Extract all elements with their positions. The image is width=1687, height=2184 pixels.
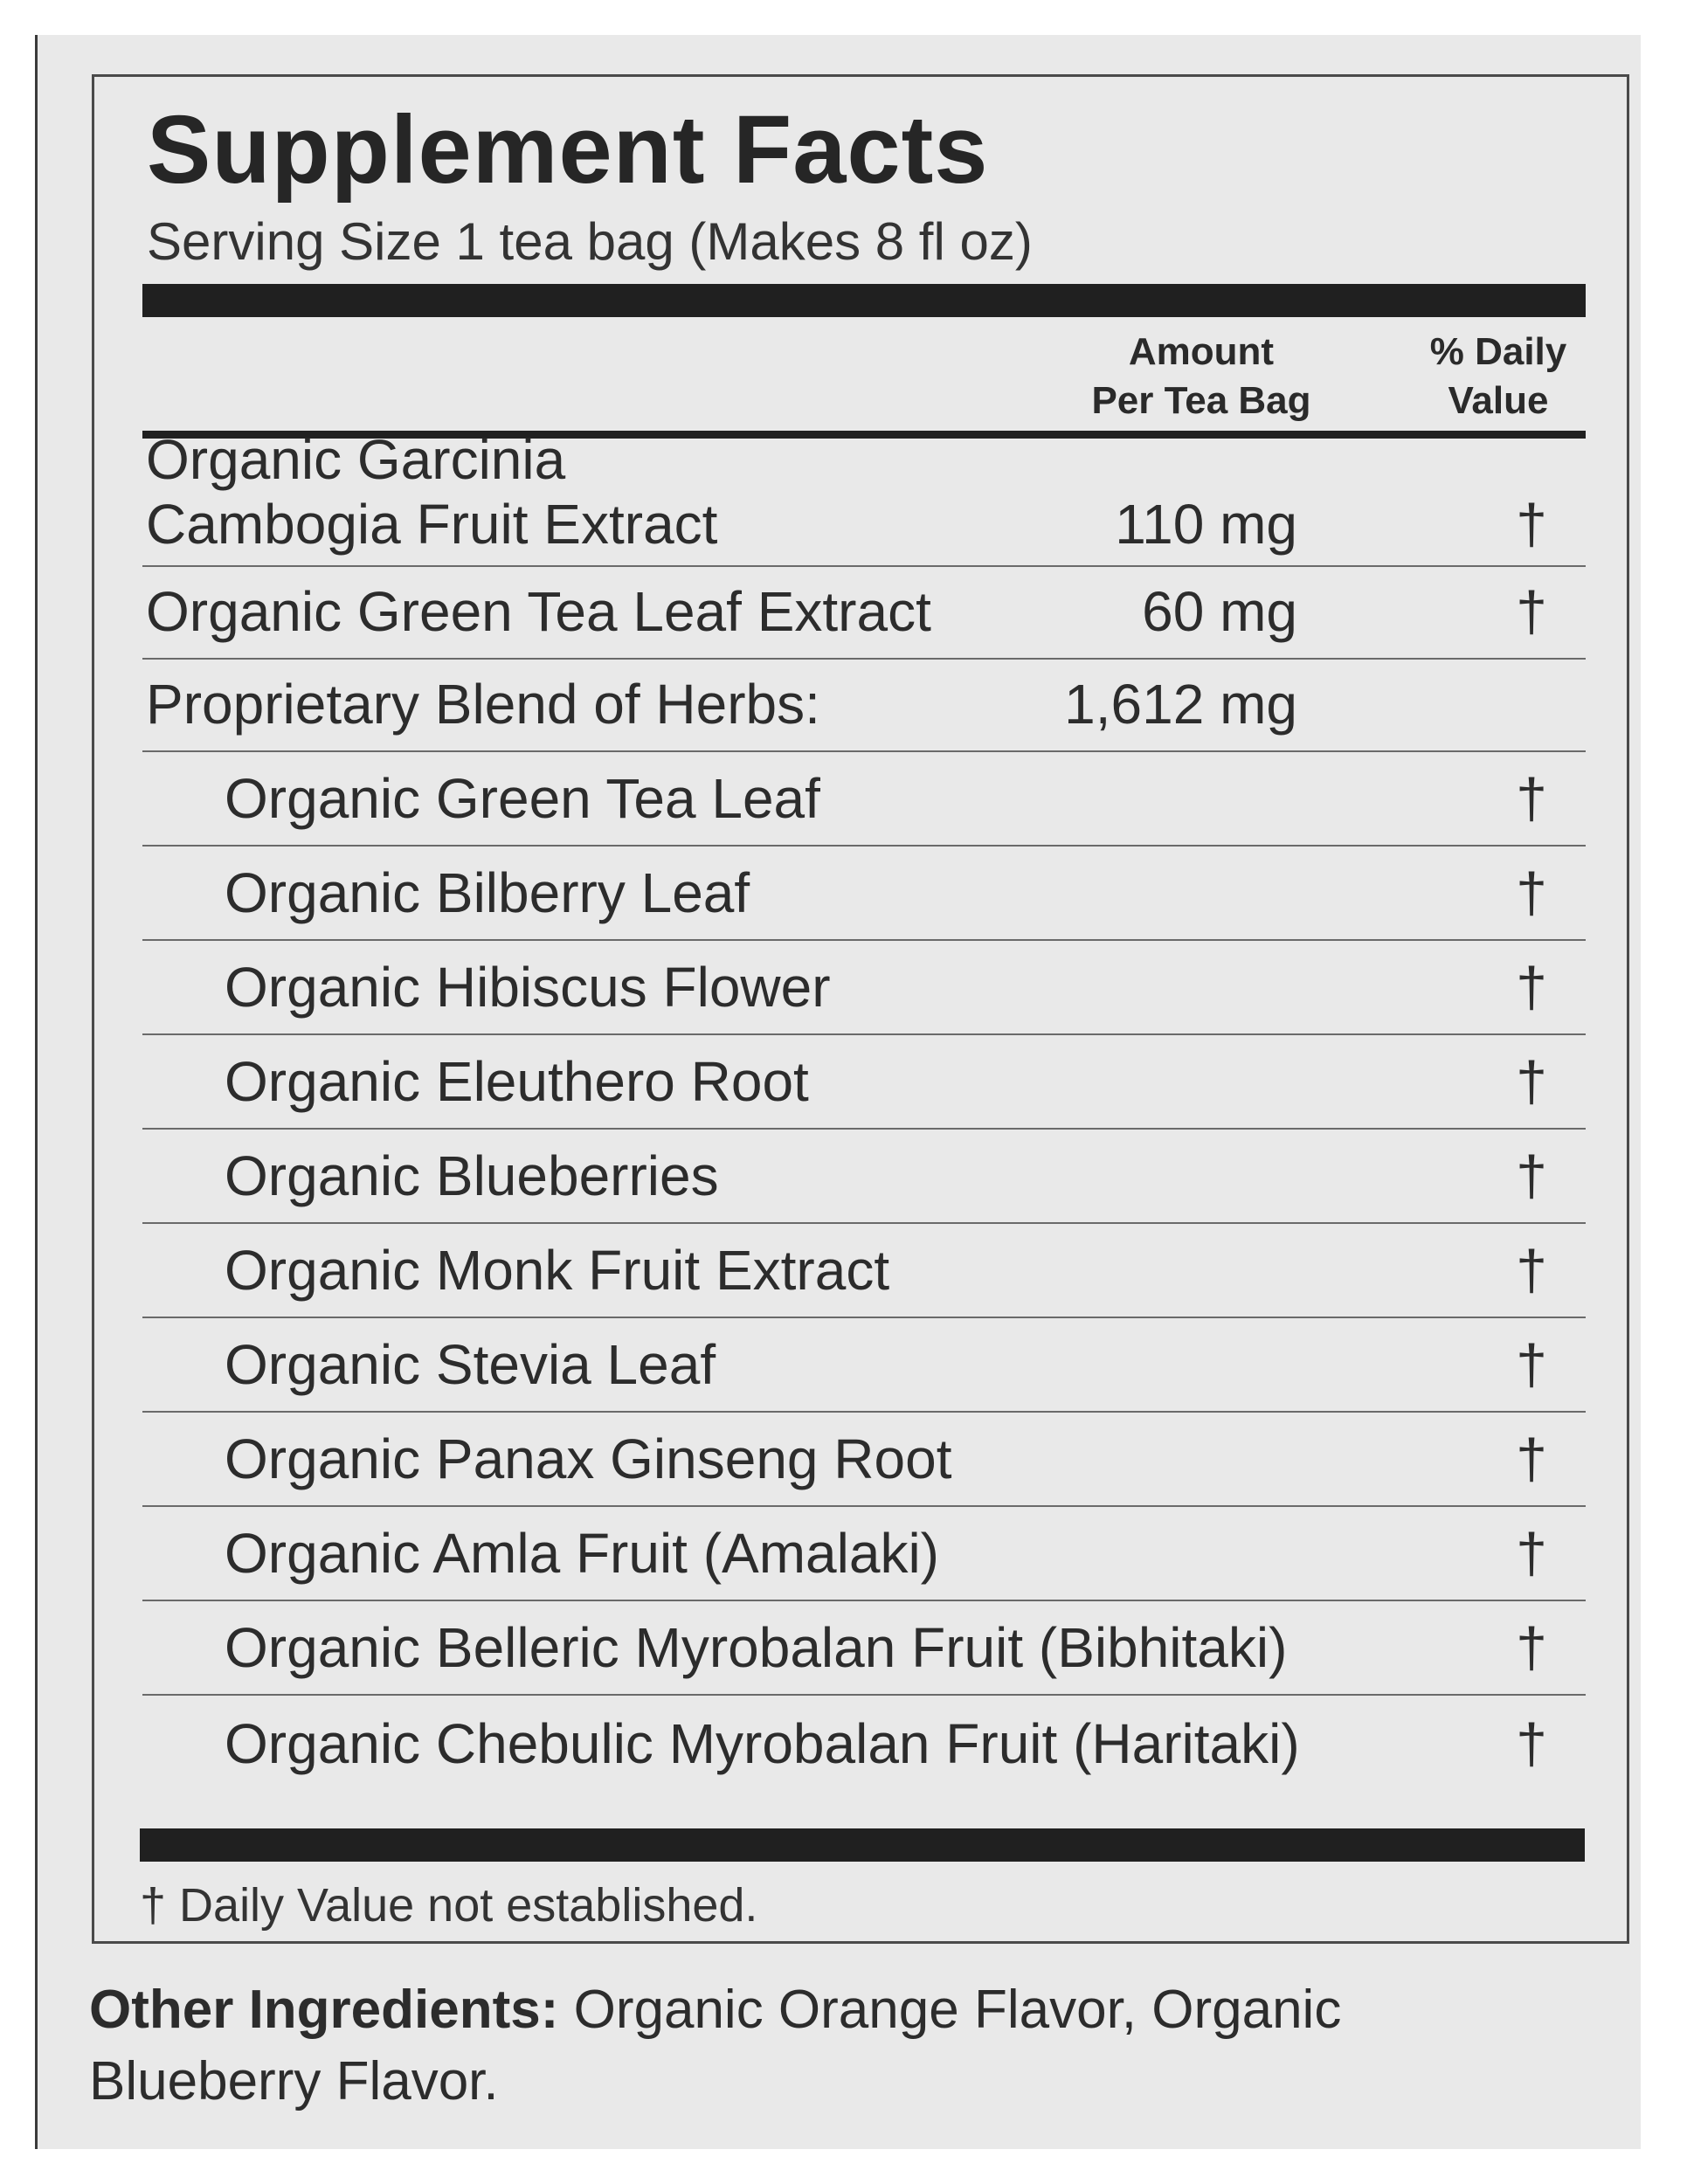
table-row [142, 1035, 1586, 1130]
ingredient-name-line2: Cambogia Fruit Extract [146, 493, 718, 556]
column-header-amount-line1: Amount [1128, 330, 1275, 373]
ingredient-name: Organic Amla Fruit (Amalaki) [225, 1522, 939, 1585]
daily-value: † [1516, 1333, 1547, 1396]
table-row [142, 567, 1586, 660]
ingredient-name: Organic Green Tea Leaf Extract [146, 580, 931, 643]
other-ingredients-label: Other Ingredients: [89, 1980, 559, 2040]
table-row [142, 1130, 1586, 1224]
ingredient-name: Organic Green Tea Leaf [225, 767, 820, 830]
other-ingredients [89, 1974, 1574, 2118]
ingredient-amount: 60 mg [1142, 580, 1297, 643]
ingredient-name: Organic Chebulic Myrobalan Fruit (Haritaki) [225, 1712, 1300, 1775]
column-header-dv-line2: Value [1448, 379, 1549, 422]
table-row [142, 1413, 1586, 1507]
serving-size: Serving Size 1 tea bag (Makes 8 fl oz) [147, 212, 1033, 271]
table-row [142, 1507, 1586, 1601]
ingredient-name: Organic Bilberry Leaf [225, 861, 750, 924]
table-row [142, 428, 1586, 567]
daily-value: † [1516, 767, 1547, 830]
daily-value: † [1516, 580, 1547, 643]
column-header-daily-value [1393, 328, 1603, 425]
daily-value: † [1516, 861, 1547, 924]
table-row [142, 847, 1586, 941]
ingredient-name: Organic Belleric Myrobalan Fruit (Bibhitaki) [225, 1616, 1288, 1679]
ingredient-name: Organic Panax Ginseng Root [225, 1427, 952, 1490]
ingredient-name: Proprietary Blend of Herbs: [146, 673, 820, 736]
ingredient-name [146, 427, 717, 556]
daily-value: † [1516, 1616, 1547, 1679]
table-row [142, 1224, 1586, 1318]
daily-value: † [1516, 493, 1547, 556]
daily-value: † [1516, 1050, 1547, 1113]
ingredient-name-line1: Organic Garcinia [146, 428, 566, 491]
table-row [142, 1696, 1586, 1790]
table-row [142, 660, 1586, 752]
daily-value: † [1516, 1239, 1547, 1302]
ingredient-amount: 1,612 mg [1064, 673, 1297, 736]
daily-value: † [1516, 1144, 1547, 1207]
thick-divider-bottom [140, 1828, 1585, 1862]
ingredient-name: Organic Stevia Leaf [225, 1333, 716, 1396]
daily-value: † [1516, 1427, 1547, 1490]
table-row [142, 752, 1586, 847]
ingredient-name: Organic Eleuthero Root [225, 1050, 809, 1113]
table-row [142, 1318, 1586, 1413]
ingredient-table [142, 428, 1586, 1790]
table-row [142, 1601, 1586, 1696]
page-title: Supplement Facts [147, 96, 989, 204]
column-header-dv-line1: % Daily [1429, 330, 1567, 373]
daily-value: † [1516, 1712, 1547, 1775]
ingredient-name: Organic Hibiscus Flower [225, 956, 831, 1019]
daily-value: † [1516, 1522, 1547, 1585]
ingredient-name: Organic Blueberries [225, 1144, 719, 1207]
column-header-amount-line2: Per Tea Bag [1091, 379, 1311, 422]
daily-value-footnote: † Daily Value not established. [140, 1879, 758, 1932]
thick-divider-top [142, 284, 1586, 317]
table-row [142, 941, 1586, 1035]
other-ingredients-text: Organic Orange Flavor, Organic Blueberry Flavor. [89, 1980, 1342, 2111]
ingredient-amount: 110 mg [1115, 493, 1297, 556]
daily-value: † [1516, 956, 1547, 1019]
column-header-amount [1075, 328, 1328, 425]
ingredient-name: Organic Monk Fruit Extract [225, 1239, 890, 1302]
